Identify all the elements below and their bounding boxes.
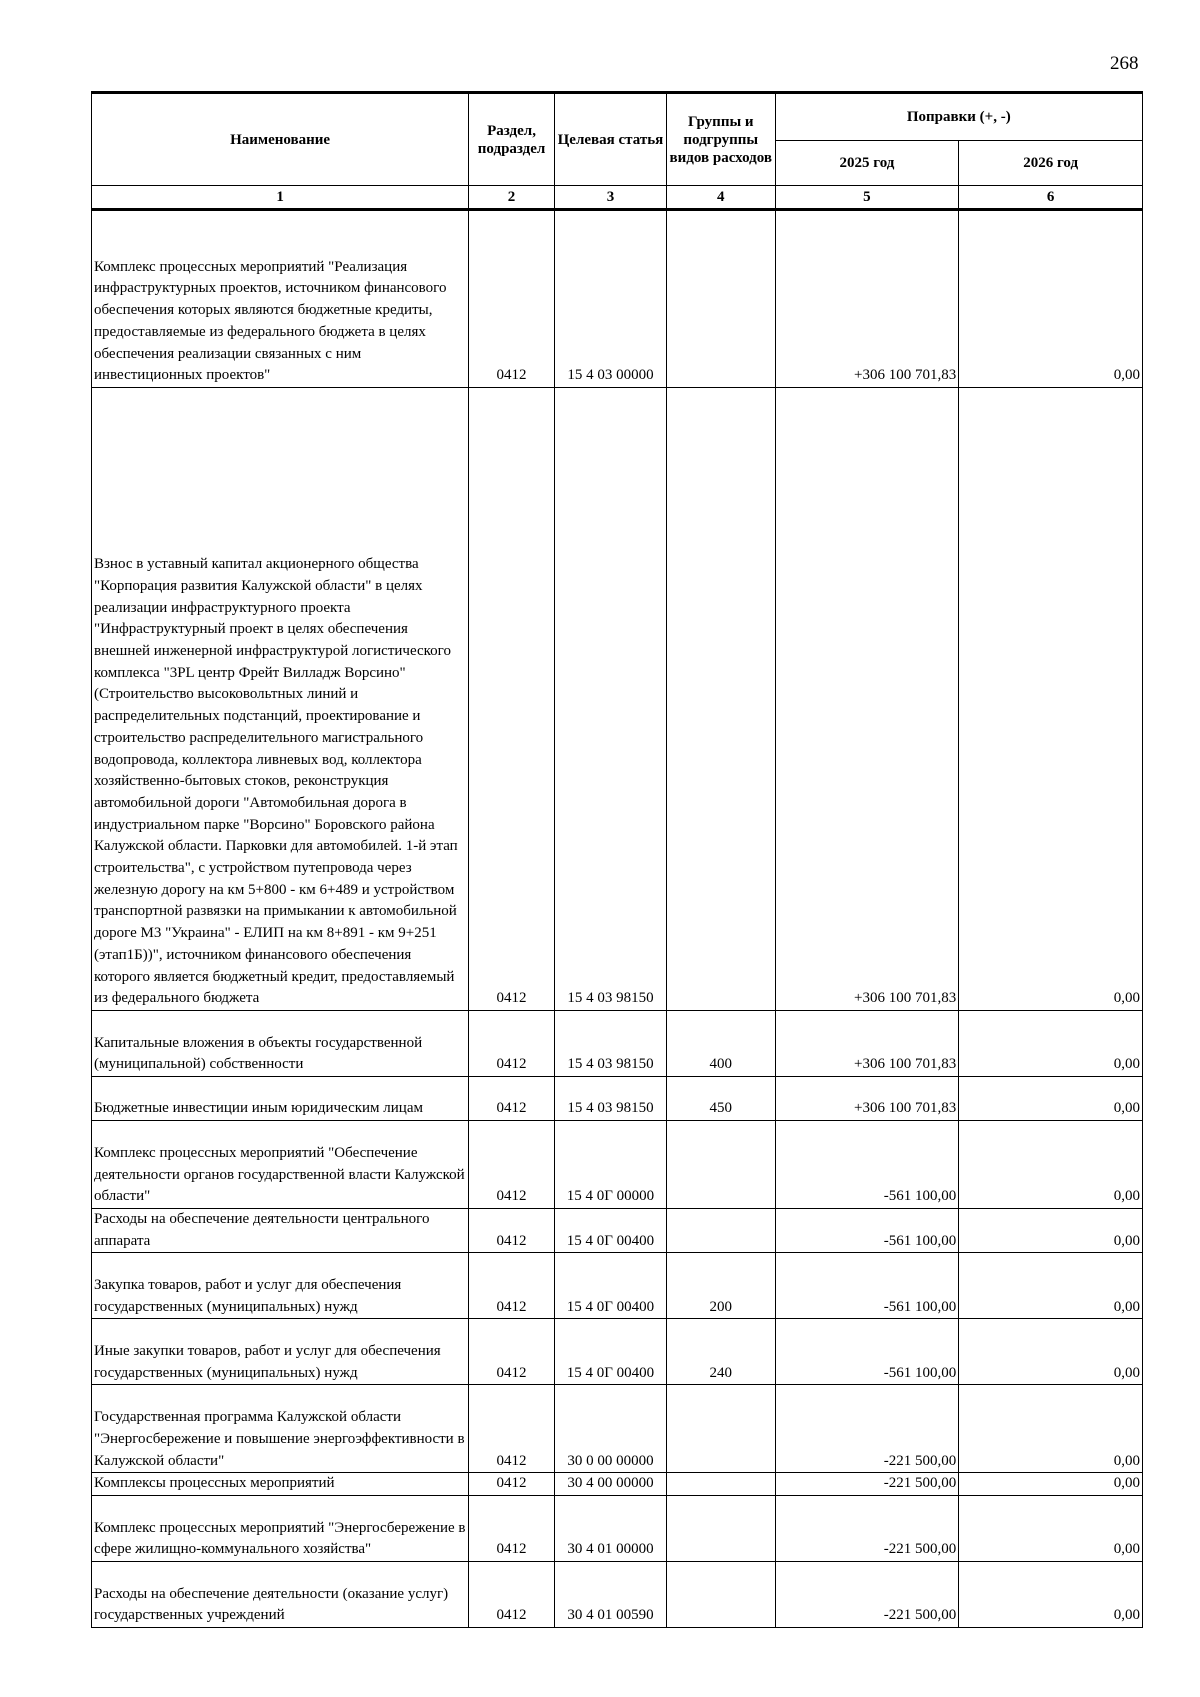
table-row (92, 388, 1143, 1011)
table-row (92, 1385, 1143, 1473)
column-number: 6 (959, 186, 1143, 210)
row-group (666, 388, 775, 1011)
row-group (666, 1496, 775, 1562)
row-group (666, 1209, 775, 1253)
table-row (92, 1077, 1143, 1121)
row-amount-2025: -221 500,00 (775, 1473, 959, 1496)
row-amount-2025: -221 500,00 (775, 1496, 959, 1562)
row-section: 0412 (469, 1011, 555, 1077)
row-amount-2026: 0,00 (959, 1209, 1143, 1253)
row-name: Государственная программа Калужской области "Энергосбережение и повышение энергоэффективности в Калужской области" (92, 1385, 469, 1473)
column-number: 5 (775, 186, 959, 210)
row-name: Комплекс процессных мероприятий "Обеспечение деятельности органов государственной власти Калужской области" (92, 1121, 469, 1209)
row-amount-2025: +306 100 701,83 (775, 1011, 959, 1077)
row-amount-2025: -561 100,00 (775, 1121, 959, 1209)
row-group (666, 1121, 775, 1209)
row-article: 30 4 01 00590 (554, 1562, 666, 1628)
row-group: 400 (666, 1011, 775, 1077)
row-amount-2025: +306 100 701,83 (775, 388, 959, 1011)
row-section: 0412 (469, 388, 555, 1011)
row-article: 30 4 01 00000 (554, 1496, 666, 1562)
row-amount-2026: 0,00 (959, 1121, 1143, 1209)
row-section: 0412 (469, 1473, 555, 1496)
column-number: 3 (554, 186, 666, 210)
row-name: Расходы на обеспечение деятельности (оказание услуг) государственных учреждений (92, 1562, 469, 1628)
row-amount-2025: -561 100,00 (775, 1319, 959, 1385)
row-group (666, 1562, 775, 1628)
row-amount-2025: +306 100 701,83 (775, 210, 959, 388)
table-row (92, 210, 1143, 388)
row-amount-2026: 0,00 (959, 1319, 1143, 1385)
table-row (92, 1473, 1143, 1496)
row-section: 0412 (469, 1121, 555, 1209)
row-amount-2025: -221 500,00 (775, 1562, 959, 1628)
row-amount-2026: 0,00 (959, 1253, 1143, 1319)
row-name: Комплексы процессных мероприятий (92, 1473, 469, 1496)
row-amount-2026: 0,00 (959, 1011, 1143, 1077)
header-year-2025: 2025 год (775, 141, 959, 186)
row-section: 0412 (469, 210, 555, 388)
table-row (92, 1496, 1143, 1562)
row-article: 15 4 03 00000 (554, 210, 666, 388)
header-section: Раздел, подраздел (469, 93, 555, 186)
column-number: 4 (666, 186, 775, 210)
row-article: 15 4 03 98150 (554, 1077, 666, 1121)
row-section: 0412 (469, 1253, 555, 1319)
row-name: Взнос в уставный капитал акционерного общества "Корпорация развития Калужской области" в целях реализации инфраструктурного проекта "Инфраструктурный проект в целях обеспечения внешней инженерной инфраструктурой логистического комплекса "3PL центр Фрейт Вилладж Ворсино" (Строительство высоковольтных линий и распределительных подстанций, проектирование и строительство распределительного магистрального водопровода, коллектора ливневых вод, коллектора хозяйственно-бытовых стоков, реконструкция автомобильной дороги "Автомобильная дорога в индустриальном парке "Ворсино" Боровского района Калужской области. Парковки для автомобилей. 1-й этап строительства", с устройством путепровода через железную дорогу на км 5+800 - км 6+489 и устройством транспортной развязки на примыкании к автомобильной дороге М3 "Украина" - ЕЛИП на км 8+891 - км 9+251 (этап1Б))", источником финансового обеспечения которого является бюджетный кредит, предоставляемый из федерального бюджета (92, 388, 469, 1011)
row-section: 0412 (469, 1077, 555, 1121)
row-name: Капитальные вложения в объекты государственной (муниципальной) собственности (92, 1011, 469, 1077)
budget-amendments-table (91, 91, 1143, 1628)
row-section: 0412 (469, 1385, 555, 1473)
row-amount-2026: 0,00 (959, 388, 1143, 1011)
row-section: 0412 (469, 1319, 555, 1385)
table-row (92, 1562, 1143, 1628)
row-name: Комплекс процессных мероприятий "Реализация инфраструктурных проектов, источником финансового обеспечения которых являются бюджетные кредиты, предоставляемые из федерального бюджета в целях обеспечения реализации связанных с ним инвестиционных проектов" (92, 210, 469, 388)
row-section: 0412 (469, 1209, 555, 1253)
header-amendments: Поправки (+, -) (775, 93, 1142, 141)
header-target-article: Целевая статья (554, 93, 666, 186)
row-group (666, 210, 775, 388)
row-group: 200 (666, 1253, 775, 1319)
row-group (666, 1473, 775, 1496)
row-amount-2025: -561 100,00 (775, 1209, 959, 1253)
column-number: 2 (469, 186, 555, 210)
table-row (92, 1121, 1143, 1209)
table-row (92, 1209, 1143, 1253)
page-number: 268 (1110, 53, 1139, 74)
row-article: 15 4 03 98150 (554, 388, 666, 1011)
table-row (92, 1253, 1143, 1319)
row-group (666, 1385, 775, 1473)
row-amount-2026: 0,00 (959, 210, 1143, 388)
row-amount-2025: -221 500,00 (775, 1385, 959, 1473)
column-number: 1 (92, 186, 469, 210)
row-amount-2026: 0,00 (959, 1562, 1143, 1628)
header-name: Наименование (92, 93, 469, 186)
row-amount-2025: -561 100,00 (775, 1253, 959, 1319)
header-expense-groups: Группы и подгруппы видов расходов (666, 93, 775, 186)
row-name: Комплекс процессных мероприятий "Энергосбережение в сфере жилищно-коммунального хозяйства" (92, 1496, 469, 1562)
row-amount-2026: 0,00 (959, 1077, 1143, 1121)
row-group: 240 (666, 1319, 775, 1385)
row-section: 0412 (469, 1562, 555, 1628)
row-name: Иные закупки товаров, работ и услуг для обеспечения государственных (муниципальных) нужд (92, 1319, 469, 1385)
row-article: 30 4 00 00000 (554, 1473, 666, 1496)
row-amount-2025: +306 100 701,83 (775, 1077, 959, 1121)
row-article: 15 4 0Г 00400 (554, 1253, 666, 1319)
row-section: 0412 (469, 1496, 555, 1562)
row-amount-2026: 0,00 (959, 1496, 1143, 1562)
row-group: 450 (666, 1077, 775, 1121)
row-name: Бюджетные инвестиции иным юридическим лицам (92, 1077, 469, 1121)
row-name: Закупка товаров, работ и услуг для обеспечения государственных (муниципальных) нужд (92, 1253, 469, 1319)
table-row (92, 1319, 1143, 1385)
row-amount-2026: 0,00 (959, 1385, 1143, 1473)
row-article: 15 4 0Г 00400 (554, 1319, 666, 1385)
row-amount-2026: 0,00 (959, 1473, 1143, 1496)
header-year-2026: 2026 год (959, 141, 1143, 186)
row-article: 15 4 0Г 00400 (554, 1209, 666, 1253)
table-row (92, 1011, 1143, 1077)
row-article: 15 4 03 98150 (554, 1011, 666, 1077)
row-article: 15 4 0Г 00000 (554, 1121, 666, 1209)
row-article: 30 0 00 00000 (554, 1385, 666, 1473)
row-name: Расходы на обеспечение деятельности центрального аппарата (92, 1209, 469, 1253)
